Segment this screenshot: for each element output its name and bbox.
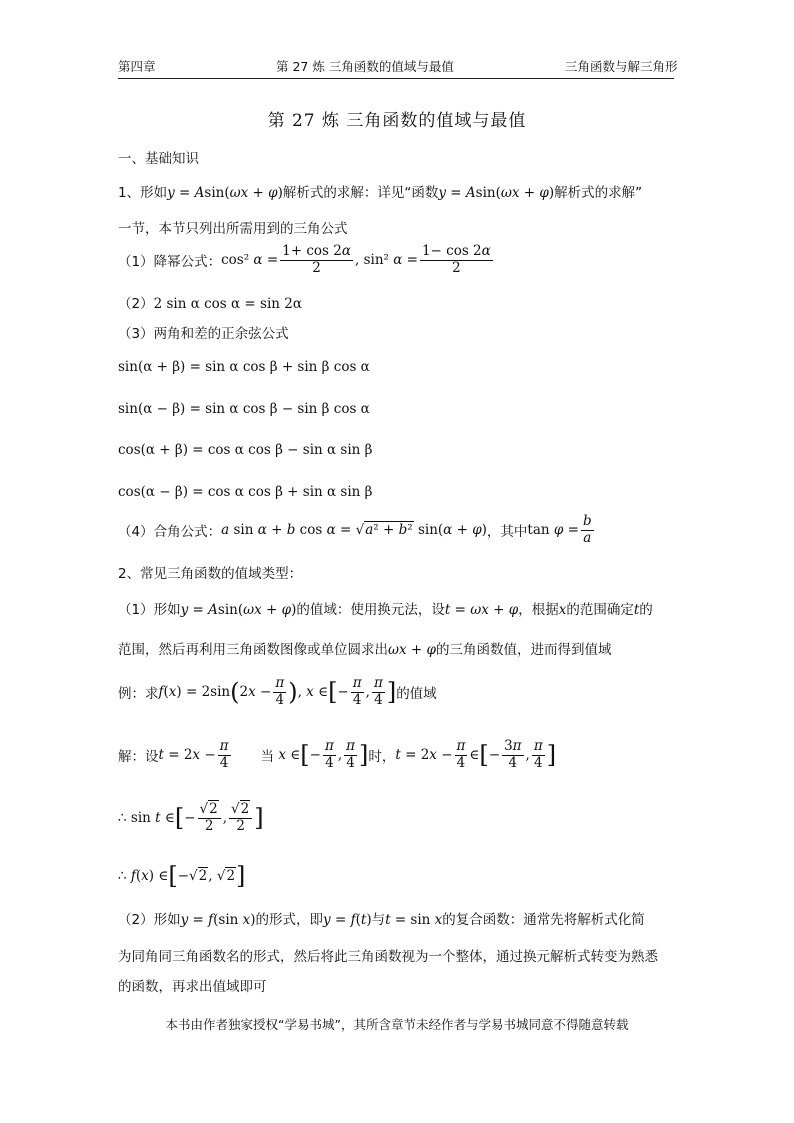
reduction-formula: （1）降幂公式： cos² α = $\frac{1+ \cos 2\alpha}{2}$ , sin² α = $\frac{1- \cos 2\alpha}{2}$ <box>118 243 491 276</box>
formula-cos-sum: cos(α + β) = cos α cos β − sin α sin β <box>118 442 373 458</box>
type1-prefix: （1）形如 <box>118 602 181 618</box>
therefore-symbol: ∴ <box>118 868 127 884</box>
type2-mid3: 的复合函数：通常先将解析式化简 <box>442 912 645 928</box>
type2-line1: （2）形如y = f(sin x)的形式，即y = f(t)与t = sin x的复合函数：通常先将解析式化简 <box>118 912 645 928</box>
solution-when: 当 <box>260 749 275 766</box>
item1-suffix: 解析式的求解” <box>554 185 643 201</box>
type1-end: 的范围确定 <box>566 602 634 618</box>
type1-de: 的 <box>639 602 653 618</box>
item1-middle: 解析式的求解：详见“函数 <box>282 185 439 201</box>
combine-label: （4）合角公式： <box>118 524 222 541</box>
type1-after: ，根据 <box>518 602 559 618</box>
therefore-symbol: ∴ <box>118 810 127 827</box>
header-topic: 三角函数与解三角形 <box>565 59 678 74</box>
type1-line1: （1）形如y = Asin(ωx + φ)的值域：使用换元法，设t = ωx + φ，根据x的范围确定t的 <box>118 602 653 618</box>
double-angle-formula <box>118 292 302 312</box>
type2-mid1: 的形式，即 <box>255 912 324 928</box>
section-heading-basics: 一、基础知识 <box>118 151 199 167</box>
solution-prefix: 解：设 <box>118 749 159 766</box>
example-line: 例：求 f(x) = 2sin ( 2x − $\frac{\pi}{4}$ ) , x ∈ [ − $\frac{\pi}{4}$ , $\frac{\pi}{4}$ ] 的值域 <box>118 675 437 708</box>
page-title: 第 27 炼 三角函数的值域与最值 <box>267 111 527 131</box>
therefore-f-x: ∴ f(x) ∈ [ −√2, √2 ] <box>118 862 246 890</box>
header-chapter: 第四章 <box>118 59 156 74</box>
solution-shi: 时， <box>368 749 396 766</box>
item1-line1: 1、形如y = Asin(ωx + φ)解析式的求解：详见“函数y = Asin(ωx + φ)解析式的求解” <box>118 185 643 201</box>
type2-prefix: （2）形如 <box>118 912 181 928</box>
copyright-footer: 本书由作者独家授权“学易书城”，其所含章节未经作者与学易书城同意不得随意转载 <box>165 1017 629 1032</box>
double-formula: 2 sin α cos α = sin 2α <box>153 296 302 312</box>
therefore-sin-t: ∴ sin t ∈ [ − $\frac{√2}{2}$ , $\frac{√2}{2}$ ] <box>118 801 264 834</box>
section-heading-range-types: 2、常见三角函数的值域类型： <box>118 566 303 582</box>
type2-mid2: 与 <box>371 912 386 928</box>
example-suffix: 的值域 <box>396 686 437 703</box>
reduction-label: （1）降幂公式： <box>118 254 222 271</box>
example-prefix: 例：求 <box>118 686 159 703</box>
item1-prefix: 1、形如 <box>118 185 168 201</box>
type1-line2: 范围，然后再利用三角函数图像或单位圆求出ωx + φ的三角函数值，进而得到值域 <box>118 642 612 658</box>
formula-sin-sum: sin(α + β) = sin α cos β + sin β cos α <box>118 359 370 375</box>
type2-line2: 为同角同三角函数名的形式，然后将此三角函数视为一个整体，通过换元解析式转变为熟悉 <box>118 949 658 965</box>
formula-cos-diff: cos(α − β) = cos α cos β + sin α sin β <box>118 484 373 500</box>
combine-tail: ，其中 <box>486 524 528 541</box>
combined-angle-formula: （4）合角公式： a sin α + b cos α = √a² + b² sin(α + φ) ，其中 tan φ = $\frac{b}{a}$ <box>118 513 592 546</box>
sum-diff-heading: （3）两角和差的正余弦公式 <box>118 326 289 342</box>
formula-sin-diff: sin(α − β) = sin α cos β − sin β cos α <box>118 401 370 417</box>
header-rule <box>118 78 674 79</box>
type1-middle: 的值域：使用换元法，设 <box>296 602 445 618</box>
solution-line: 解：设 t = 2x − $\frac{\pi}{4}$ 当 x ∈ [ − $\frac{\pi}{4}$ , $\frac{\pi}{4}$ ] 时， t = 2x − $\frac{\pi}{4}$ ∈ [ − $\frac{3\pi}{4}$ , $\frac{\pi}{4}$ ] <box>118 738 557 771</box>
double-label: （2） <box>118 296 154 312</box>
type2-line3: 的函数，再求出值域即可 <box>118 979 267 995</box>
header-lesson-title: 第 27 炼 三角函数的值域与最值 <box>276 59 454 74</box>
item1-line2: 一节，本节只列出所需用到的三角公式 <box>118 221 348 237</box>
type1-line2-a: 范围，然后再利用三角函数图像或单位圆求出 <box>118 642 388 658</box>
type1-line2-b: 的三角函数值，进而得到值域 <box>435 642 612 658</box>
